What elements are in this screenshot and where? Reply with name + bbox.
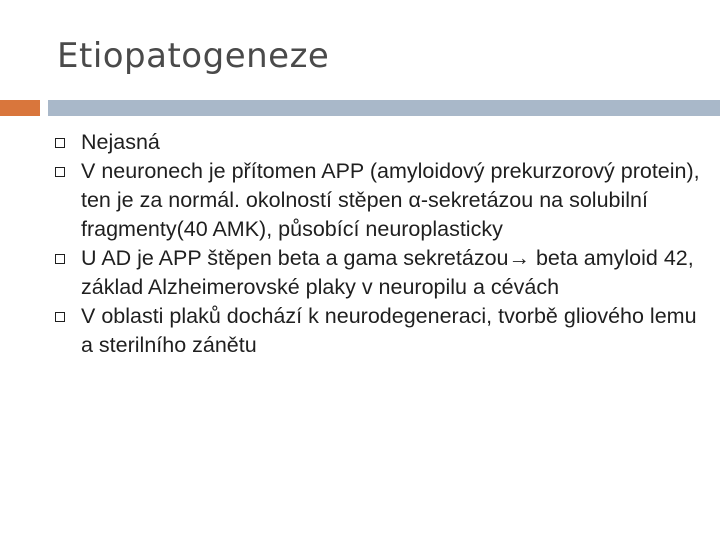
bullet-text: V oblasti plaků dochází k neurodegeneraci, tvorbě gliového lemu a sterilního zánětu: [81, 304, 697, 357]
slide-title: Etiopatogeneze: [57, 36, 330, 76]
bullet-text: U AD je APP štěpen beta a gama sekretázou→ beta amyloid 42, základ Alzheimerovské plaky v neuropilu a cévách: [81, 246, 694, 299]
square-bullet-icon: [55, 302, 81, 331]
bullet-text: Nejasná: [81, 130, 160, 154]
title-rule-accent: [0, 100, 40, 116]
bullet-list: [55, 128, 705, 360]
square-bullet-icon: [55, 128, 81, 157]
list-item: [55, 128, 705, 157]
bullet-text: V neuronech je přítomen APP (amyloidový prekurzorový protein), ten je za normál. okolností stěpen α-sekretázou na solubilní fragmenty(40 AMK), působící neuroplasticky: [81, 159, 700, 241]
list-item: [55, 244, 705, 302]
list-item: [55, 302, 705, 360]
square-bullet-icon: [55, 157, 81, 186]
title-rule-bar: [48, 100, 720, 116]
square-bullet-icon: [55, 244, 81, 273]
list-item: [55, 157, 705, 244]
